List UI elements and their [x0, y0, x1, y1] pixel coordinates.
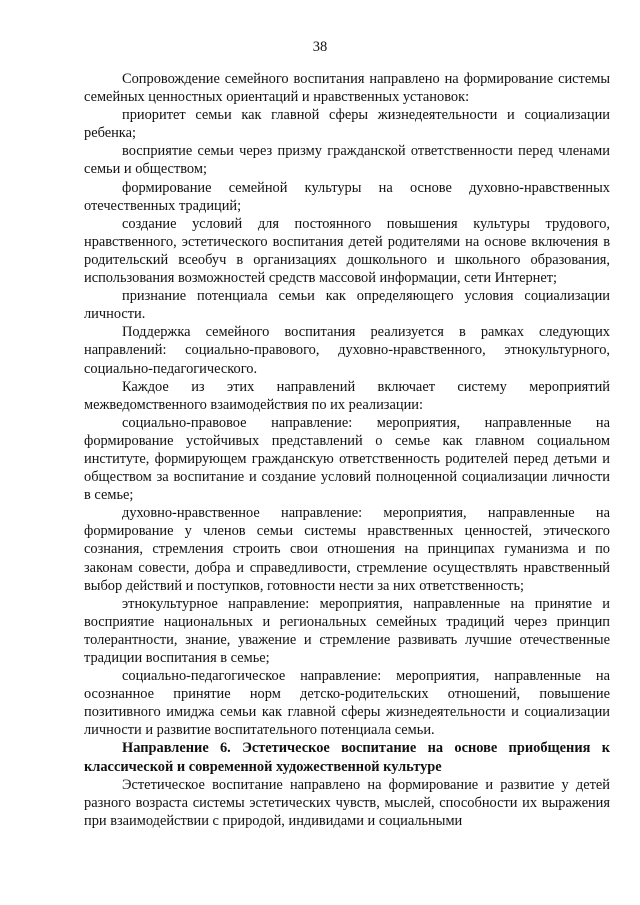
paragraph: создание условий для постоянного повышения культуры трудового, нравственного, эстетического воспитания детей родителями на основе включения в родительский всеобуч в организациях дошкольного и школьного образования, использования возможностей средств массовой информации, сети Интернет; — [84, 215, 610, 287]
paragraph: Каждое из этих направлений включает систему мероприятий межведомственного взаимодействия по их реализации: — [84, 378, 610, 413]
paragraph: Поддержка семейного воспитания реализуется в рамках следующих направлений: социально-правового, духовно-нравственного, этнокультурного, социально-педагогического. — [84, 324, 610, 377]
section-heading: Направление 6. Эстетическое воспитание на основе приобщения к классической и современной художественной культуре — [84, 740, 610, 775]
paragraph: приоритет семьи как главной сферы жизнедеятельности и социализации ребенка; — [84, 107, 610, 142]
paragraph: восприятие семьи через призму гражданской ответственности перед членами семьи и обществом; — [84, 143, 610, 178]
paragraph: социально-правовое направление: мероприятия, направленные на формирование устойчивых представлений о семье как главном социальном институте, формирующем гражданскую ответственность родителей перед детьми и обществом за воспитание и создание условий полноценной социализации личности в семье; — [84, 414, 610, 504]
paragraph: признание потенциала семьи как определяющего условия социализации личности. — [84, 288, 610, 323]
paragraph: формирование семейной культуры на основе духовно-нравственных отечественных традиций; — [84, 179, 610, 214]
paragraph: социально-педагогическое направление: мероприятия, направленные на осознанное принятие норм детско-родительских отношений, повышение позитивного имиджа семьи как главной сферы жизнедеятельности и социализации личности и развитие воспитательного потенциала семьи. — [84, 668, 610, 739]
page-number: 38 — [312, 39, 328, 55]
paragraph: этнокультурное направление: мероприятия, направленные на принятие и восприятие национальных и региональных семейных традиций через принцип толерантности, знание, уважение и стремление развивать лучшие отечественные традиции воспитания в семье; — [84, 595, 610, 666]
document-body — [84, 70, 610, 830]
paragraph: духовно-нравственное направление: мероприятия, направленные на формирование у членов семьи системы нравственных ценностей, этического сознания, стремления строить свои отношения на принципах гуманизма и по законам совести, добра и справедливости, стремление осуществлять нравственный выбор действий и поступков, готовности нести за них ответственность; — [84, 505, 610, 594]
paragraph: Эстетическое воспитание направлено на формирование и развитие у детей разного возраста системы эстетических чувств, мыслей, способности их выражения при взаимодействии с природой, индивидами и социальными — [84, 776, 610, 829]
paragraph: Сопровождение семейного воспитания направлено на формирование системы семейных ценностных ориентаций и нравственных установок: — [84, 71, 610, 106]
